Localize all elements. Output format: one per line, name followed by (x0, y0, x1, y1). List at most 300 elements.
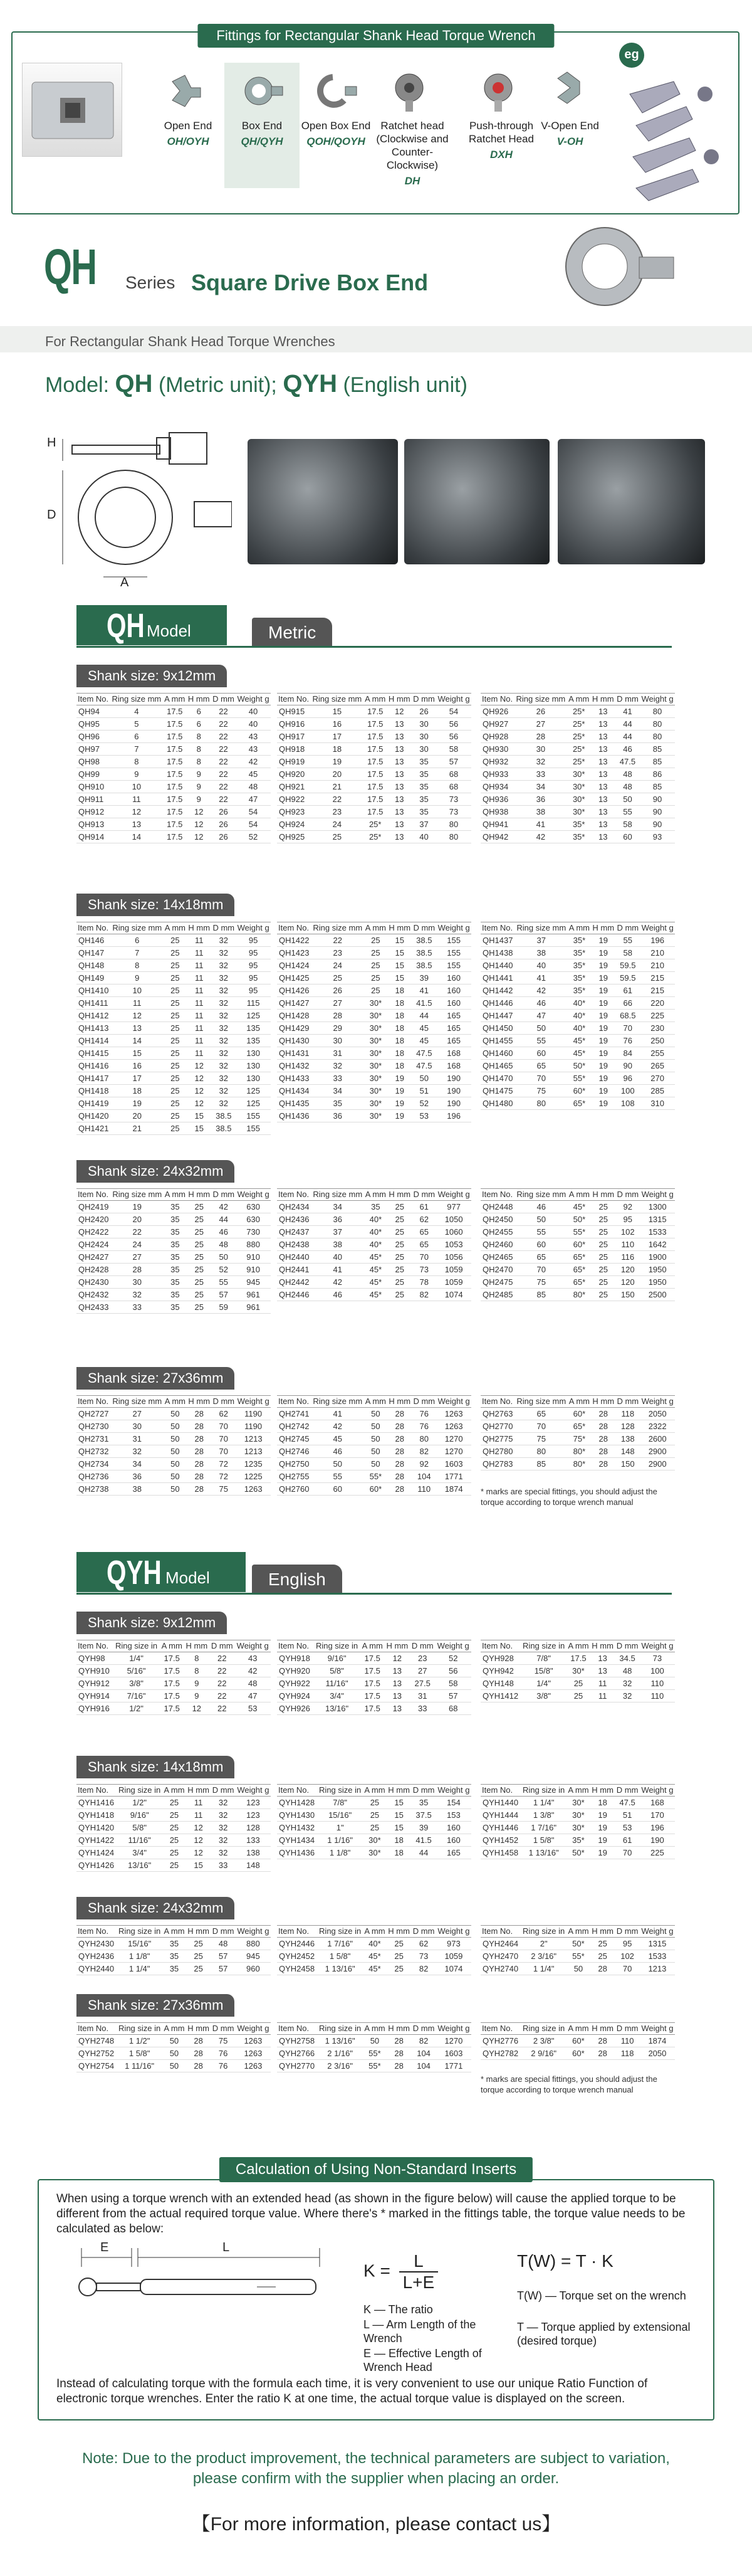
item-number-cell: QYH2436 (76, 1950, 117, 1963)
column-header: A mm (567, 2023, 590, 2035)
table-row (481, 959, 675, 972)
spec-cell: 13 (387, 768, 412, 781)
spec-cell: 1 3/8" (521, 1809, 567, 1822)
spec-cell: 32 (211, 1022, 236, 1035)
spec-cell: 165 (436, 1010, 471, 1022)
spec-cell: 2 9/16" (521, 2047, 567, 2060)
item-number-cell: QH1442 (481, 984, 515, 997)
spec-cell: 45 (412, 1022, 436, 1035)
table-row (76, 947, 271, 959)
column-header: D mm (211, 1396, 236, 1408)
column-header: A mm (568, 922, 592, 934)
item-number-cell: QH2430 (76, 1276, 111, 1289)
column-header: H mm (591, 922, 615, 934)
table-row (481, 984, 675, 997)
legend-tw: T(W) — Torque set on the wrench (517, 2289, 686, 2302)
spec-cell: 50 (515, 1213, 568, 1226)
table-row (277, 731, 471, 743)
spec-cell: 45* (363, 1963, 387, 1975)
spec-cell: 130 (236, 1047, 271, 1060)
spec-cell: 19 (387, 1072, 412, 1085)
table-row (277, 756, 471, 768)
spec-cell: 11/16" (117, 1834, 162, 1847)
item-number-cell: QH2424 (76, 1238, 111, 1251)
table-row (76, 781, 271, 793)
spec-cell: 25 (162, 1797, 186, 1809)
column-header: H mm (591, 694, 615, 705)
table-row (277, 718, 471, 731)
column-header: D mm (411, 1926, 436, 1938)
item-number-cell: QH911 (76, 793, 110, 806)
spec-cell: 25 (187, 1276, 211, 1289)
spec-cell: 110 (640, 1690, 675, 1702)
item-number-cell: QH1420 (76, 1110, 111, 1122)
column-header: H mm (387, 694, 412, 705)
spec-cell: 210 (640, 947, 675, 959)
column-header: H mm (387, 922, 412, 934)
spec-cell: 100 (615, 1085, 640, 1097)
column-header: Weight g (640, 922, 675, 934)
spec-cell: 54 (236, 818, 271, 831)
spec-cell: 55 (615, 806, 640, 818)
spec-cell: 12 (186, 1834, 211, 1847)
spec-cell: 3/8" (113, 1677, 159, 1690)
spec-cell: 85 (515, 1289, 568, 1301)
spec-cell: 190 (640, 1834, 675, 1847)
spec-cell: 35* (567, 831, 591, 843)
table-row (76, 1213, 271, 1226)
item-number-cell: QH1424 (277, 959, 311, 972)
spec-cell: 33 (111, 1301, 164, 1314)
spec-cell: 28 (387, 1420, 412, 1433)
metric-model-label: Model (147, 621, 191, 640)
column-header: Item No. (76, 2023, 117, 2035)
spec-cell: 880 (236, 1938, 271, 1950)
spec-cell: 13 (387, 718, 412, 731)
table-row (76, 1834, 271, 1847)
column-header: Ring size in (113, 1640, 159, 1652)
spec-cell: 35 (412, 768, 436, 781)
spec-cell: 14 (111, 1035, 164, 1047)
table-row (277, 1213, 471, 1226)
spec-cell: 27 (410, 1665, 435, 1677)
spec-cell: 45* (364, 1289, 388, 1301)
spec-cell: 76 (412, 1408, 436, 1420)
spec-cell: 230 (640, 1022, 675, 1035)
dimension-drawing (44, 426, 232, 589)
spec-cell: 25 (364, 959, 388, 972)
fittings-title: Fittings for Rectangular Shank Head Torque Wrench (197, 24, 554, 48)
spec-cell: 70 (615, 1022, 640, 1035)
spec-cell: 32 (211, 997, 236, 1010)
spec-cell: 76 (615, 1035, 640, 1047)
spec-cell: 20 (111, 1213, 164, 1226)
table-row (277, 793, 471, 806)
spec-cell: 35 (164, 1238, 187, 1251)
spec-cell: 130 (236, 1060, 271, 1072)
spec-cell: 26 (211, 818, 236, 831)
spec-cell: 45* (363, 1950, 387, 1963)
spec-cell: 5 (110, 718, 163, 731)
spec-cell: 19 (591, 947, 615, 959)
table-row (76, 1938, 271, 1950)
item-number-cell: QYH2440 (76, 1963, 117, 1975)
item-number-cell: QH924 (277, 818, 311, 831)
spec-cell: 45 (311, 1433, 364, 1445)
spec-cell: 155 (436, 947, 471, 959)
item-number-cell: QYH920 (277, 1665, 313, 1677)
spec-cell: 17.5 (360, 1677, 385, 1690)
spec-cell: 73 (436, 793, 471, 806)
item-number-cell: QH1441 (481, 972, 515, 984)
footer-note: Note: Due to the product improvement, the technical parameters are subject to variation, please confirm with the supplier when placing an order. (82, 2450, 670, 2487)
spec-cell: 60 (311, 1483, 364, 1496)
spec-cell: 37 (515, 934, 568, 947)
table-row (481, 1950, 675, 1963)
spec-cell: 15 (186, 1859, 211, 1872)
spec-cell: 15 (387, 934, 412, 947)
spec-cell: 26 (311, 984, 364, 997)
table-row (277, 984, 471, 997)
spec-cell: 215 (640, 972, 675, 984)
table-row (277, 1938, 471, 1950)
spec-table (481, 2022, 675, 2060)
spec-cell: 26 (211, 831, 236, 843)
spec-cell: 75 (515, 1085, 568, 1097)
table-row (76, 984, 271, 997)
column-header: Weight g (640, 1396, 675, 1408)
spec-cell: 25* (567, 705, 591, 718)
spec-cell: 45* (568, 1047, 592, 1060)
spec-cell: 50 (567, 1963, 590, 1975)
spec-cell: 32 (211, 934, 236, 947)
item-number-cell: QH2750 (277, 1458, 311, 1470)
spec-table (277, 2022, 471, 2072)
column-header: Ring size mm (311, 922, 364, 934)
spec-cell: 11 (187, 959, 211, 972)
item-number-cell: QH2437 (277, 1226, 311, 1238)
item-number-cell: QH2460 (481, 1238, 515, 1251)
spec-cell: 31 (111, 1433, 164, 1445)
column-header: A mm (162, 1926, 186, 1938)
formula-k (363, 2251, 438, 2293)
item-number-cell: QYH1432 (277, 1822, 317, 1834)
column-header: A mm (567, 1640, 590, 1652)
spec-cell: 25 (387, 1963, 411, 1975)
spec-cell: 80 (436, 818, 471, 831)
spec-cell: 118 (615, 1408, 640, 1420)
spec-cell: 25 (164, 1085, 187, 1097)
spec-cell: 35 (162, 1950, 186, 1963)
spec-cell: 47.5 (412, 1047, 436, 1060)
table-row (76, 1809, 271, 1822)
spec-cell: 33 (514, 768, 567, 781)
spec-cell: 29 (311, 1022, 364, 1035)
spec-cell: 50 (364, 1458, 388, 1470)
spec-cell: 41 (615, 705, 640, 718)
table-row (76, 1010, 271, 1022)
spec-cell: 25 (162, 1834, 186, 1847)
column-header: Weight g (640, 1640, 675, 1652)
spec-cell: 8 (187, 743, 211, 756)
spec-cell: 35 (412, 793, 436, 806)
item-number-cell: QH2755 (277, 1470, 311, 1483)
spec-cell: 32 (111, 1289, 164, 1301)
item-number-cell: QYH98 (76, 1652, 113, 1665)
spec-cell: 55* (568, 1072, 592, 1085)
column-header: Ring size mm (515, 1396, 568, 1408)
spec-cell: 25 (591, 1251, 615, 1264)
spec-cell: 220 (640, 997, 675, 1010)
table-row (76, 1251, 271, 1264)
spec-cell: 41 (412, 984, 436, 997)
spec-cell: 22 (211, 718, 236, 731)
spec-cell: 30 (111, 1420, 164, 1433)
spec-cell: 95 (615, 1213, 640, 1226)
spec-cell: 42 (514, 831, 567, 843)
spec-cell: 59 (211, 1301, 236, 1314)
spec-cell: 1059 (436, 1276, 471, 1289)
fitting-open-box-end (298, 63, 373, 148)
item-number-cell: QYH1424 (76, 1847, 117, 1859)
spec-cell: 30* (364, 1097, 388, 1110)
english-rule (76, 1593, 672, 1595)
spec-cell: 57 (436, 756, 471, 768)
spec-cell: 40* (364, 1213, 388, 1226)
spec-cell: 28 (186, 2060, 211, 2072)
column-header: H mm (387, 2023, 411, 2035)
spec-cell: 32 (211, 1047, 236, 1060)
table-row (76, 1122, 271, 1135)
spec-cell: 19 (111, 1201, 164, 1213)
spec-cell: 25 (164, 1010, 187, 1022)
spec-cell: 11 (187, 1010, 211, 1022)
item-number-cell: QYH1458 (481, 1847, 521, 1859)
column-header: Weight g (436, 922, 471, 934)
spec-cell: 100 (640, 1665, 675, 1677)
spec-cell: 17 (311, 731, 363, 743)
spec-table (76, 1784, 271, 1872)
fitting-code: DH (404, 175, 420, 187)
spec-table (277, 1925, 471, 1975)
table-row (76, 934, 271, 947)
spec-cell: 25* (567, 731, 591, 743)
spec-cell: 17.5 (360, 1652, 385, 1665)
spec-cell: 95 (236, 947, 271, 959)
spec-cell: 1533 (640, 1226, 675, 1238)
spec-cell: 86 (640, 768, 675, 781)
spec-cell: 92 (412, 1458, 436, 1470)
spec-cell: 44 (615, 731, 640, 743)
spec-table (481, 1188, 675, 1301)
spec-cell: 30* (567, 1665, 590, 1677)
item-number-cell: QH2732 (76, 1445, 111, 1458)
spec-cell: 1263 (436, 1408, 471, 1420)
spec-cell: 25* (363, 831, 387, 843)
item-number-cell: QH2783 (481, 1458, 515, 1470)
item-number-cell: QYH148 (481, 1677, 521, 1690)
table-row (277, 1085, 471, 1097)
spec-cell: 15/16" (317, 1809, 363, 1822)
item-number-cell: QH148 (76, 959, 111, 972)
column-header: D mm (411, 1785, 436, 1797)
spec-cell: 36 (111, 1470, 164, 1483)
table-row (277, 1251, 471, 1264)
spec-cell: 7/8" (317, 1797, 363, 1809)
spec-cell: 19 (590, 1834, 615, 1847)
spec-cell: 44 (615, 718, 640, 731)
item-number-cell: QYH2452 (277, 1950, 317, 1963)
item-number-cell: QH1470 (481, 1072, 515, 1085)
spec-cell: 78 (412, 1276, 436, 1289)
spec-cell: 12 (110, 806, 163, 818)
spec-cell: 1263 (236, 1483, 271, 1496)
item-number-cell: QYH2748 (76, 2035, 117, 2047)
spec-cell: 25 (187, 1226, 211, 1238)
spec-cell: 196 (640, 1822, 675, 1834)
spec-cell: 1 11/16" (117, 2060, 162, 2072)
spec-cell: 32 (211, 1797, 235, 1809)
spec-cell: 1/2" (117, 1797, 162, 1809)
spec-cell: 4 (110, 705, 163, 718)
spec-cell: 25 (387, 1950, 411, 1963)
spec-cell: 190 (436, 1085, 471, 1097)
spec-cell: 28 (590, 2047, 615, 2060)
spec-cell: 35 (164, 1201, 187, 1213)
spec-cell: 9 (184, 1677, 209, 1690)
column-header: A mm (363, 694, 387, 705)
spec-cell: 30* (364, 997, 388, 1010)
spec-cell: 5/16" (113, 1665, 159, 1677)
spec-cell: 32 (211, 984, 236, 997)
metric-logo: QH (107, 607, 145, 645)
column-header: Weight g (236, 1785, 271, 1797)
spec-cell: 66 (615, 997, 640, 1010)
item-number-cell: QH2441 (277, 1264, 311, 1276)
spec-cell: 45* (364, 1251, 388, 1264)
spec-cell: 15 (187, 1110, 211, 1122)
spec-cell: 125 (236, 1097, 271, 1110)
spec-table (481, 1784, 675, 1859)
spec-cell: 30 (111, 1276, 164, 1289)
item-number-cell: QH1433 (277, 1072, 311, 1085)
spec-cell: 50 (164, 1420, 187, 1433)
column-header: A mm (568, 1189, 592, 1201)
shank-size-label: Shank size: 24x32mm (76, 1897, 234, 1919)
spec-cell: 40 (311, 1251, 364, 1264)
spec-cell: 44 (412, 1010, 436, 1022)
spec-cell: 17.5 (363, 793, 387, 806)
spec-table (481, 1640, 675, 1702)
spec-cell: 25 (164, 1072, 187, 1085)
spec-cell: 13 (387, 831, 412, 843)
spec-cell: 910 (236, 1251, 271, 1264)
spec-cell: 25 (591, 1276, 615, 1289)
spec-cell: 32 (211, 1847, 235, 1859)
spec-cell: 17 (111, 1072, 164, 1085)
item-number-cell: QH1429 (277, 1022, 311, 1035)
spec-cell: 38 (311, 1238, 364, 1251)
table-row (76, 818, 271, 831)
spec-cell: 28 (187, 1483, 211, 1496)
spec-cell: 27 (514, 718, 567, 731)
spec-cell: 11 (187, 1047, 211, 1060)
fitting-label: Open Box End (301, 120, 371, 132)
spec-cell: 56 (436, 731, 471, 743)
spec-cell: 16 (111, 1060, 164, 1072)
spec-cell: 1 5/8" (117, 2047, 162, 2060)
item-number-cell: QH149 (76, 972, 111, 984)
item-number-cell: QH1425 (277, 972, 311, 984)
spec-cell: 32 (211, 959, 236, 972)
spec-cell: 21 (311, 781, 363, 793)
item-number-cell: QH1437 (481, 934, 515, 947)
table-row (76, 1264, 271, 1276)
spec-cell: 12 (186, 1822, 211, 1834)
spec-cell: 961 (236, 1301, 271, 1314)
spec-cell: 630 (236, 1213, 271, 1226)
spec-cell: 45 (412, 1035, 436, 1047)
spec-cell: 880 (236, 1238, 271, 1251)
spec-cell: 110 (615, 1238, 640, 1251)
item-number-cell: QH916 (277, 718, 311, 731)
table-row (76, 1847, 271, 1859)
item-number-cell: QH2760 (277, 1483, 311, 1496)
table-row (76, 997, 271, 1010)
spec-cell: 50 (515, 1022, 568, 1035)
spec-cell: 57 (211, 1950, 235, 1963)
spec-cell: 50 (412, 1072, 436, 1085)
spec-cell: 85 (640, 756, 675, 768)
spec-cell: 28 (514, 731, 567, 743)
spec-cell: 28 (591, 1458, 615, 1470)
item-number-cell: QH2438 (277, 1238, 311, 1251)
spec-cell: 138 (615, 1433, 640, 1445)
spec-cell: 1213 (640, 1963, 675, 1975)
column-header: Weight g (236, 1189, 271, 1201)
spec-cell: 25 (164, 984, 187, 997)
table-row (277, 1797, 471, 1809)
column-header: Item No. (76, 1189, 111, 1201)
spec-cell: 22 (211, 731, 236, 743)
item-number-cell: QH934 (481, 781, 514, 793)
column-header: D mm (412, 1189, 436, 1201)
item-number-cell: QYH2766 (277, 2047, 317, 2060)
model-qyh-desc: (English unit) (343, 373, 467, 397)
spec-cell: 90 (640, 793, 675, 806)
spec-cell: 80 (640, 718, 675, 731)
spec-cell: 13 (591, 718, 615, 731)
column-header: D mm (211, 922, 236, 934)
table-row (277, 1847, 471, 1859)
spec-cell: 53 (615, 1822, 639, 1834)
dim-e-label: E (100, 2241, 109, 2254)
spec-cell: 1 1/4" (521, 1797, 567, 1809)
table-row (481, 781, 675, 793)
spec-cell: 17.5 (160, 1677, 184, 1690)
item-number-cell: QYH1444 (481, 1809, 521, 1822)
spec-cell: 18 (387, 997, 412, 1010)
spec-cell: 8 (111, 959, 164, 972)
item-number-cell: QH913 (76, 818, 110, 831)
spec-cell: 25 (187, 1201, 211, 1213)
spec-cell: 13 (387, 781, 412, 793)
spec-cell: 1 1/2" (117, 2035, 162, 2047)
spec-cell: 1074 (436, 1963, 471, 1975)
spec-cell: 215 (640, 984, 675, 997)
spec-cell: 17.5 (360, 1665, 385, 1677)
spec-cell: 50 (615, 793, 640, 806)
